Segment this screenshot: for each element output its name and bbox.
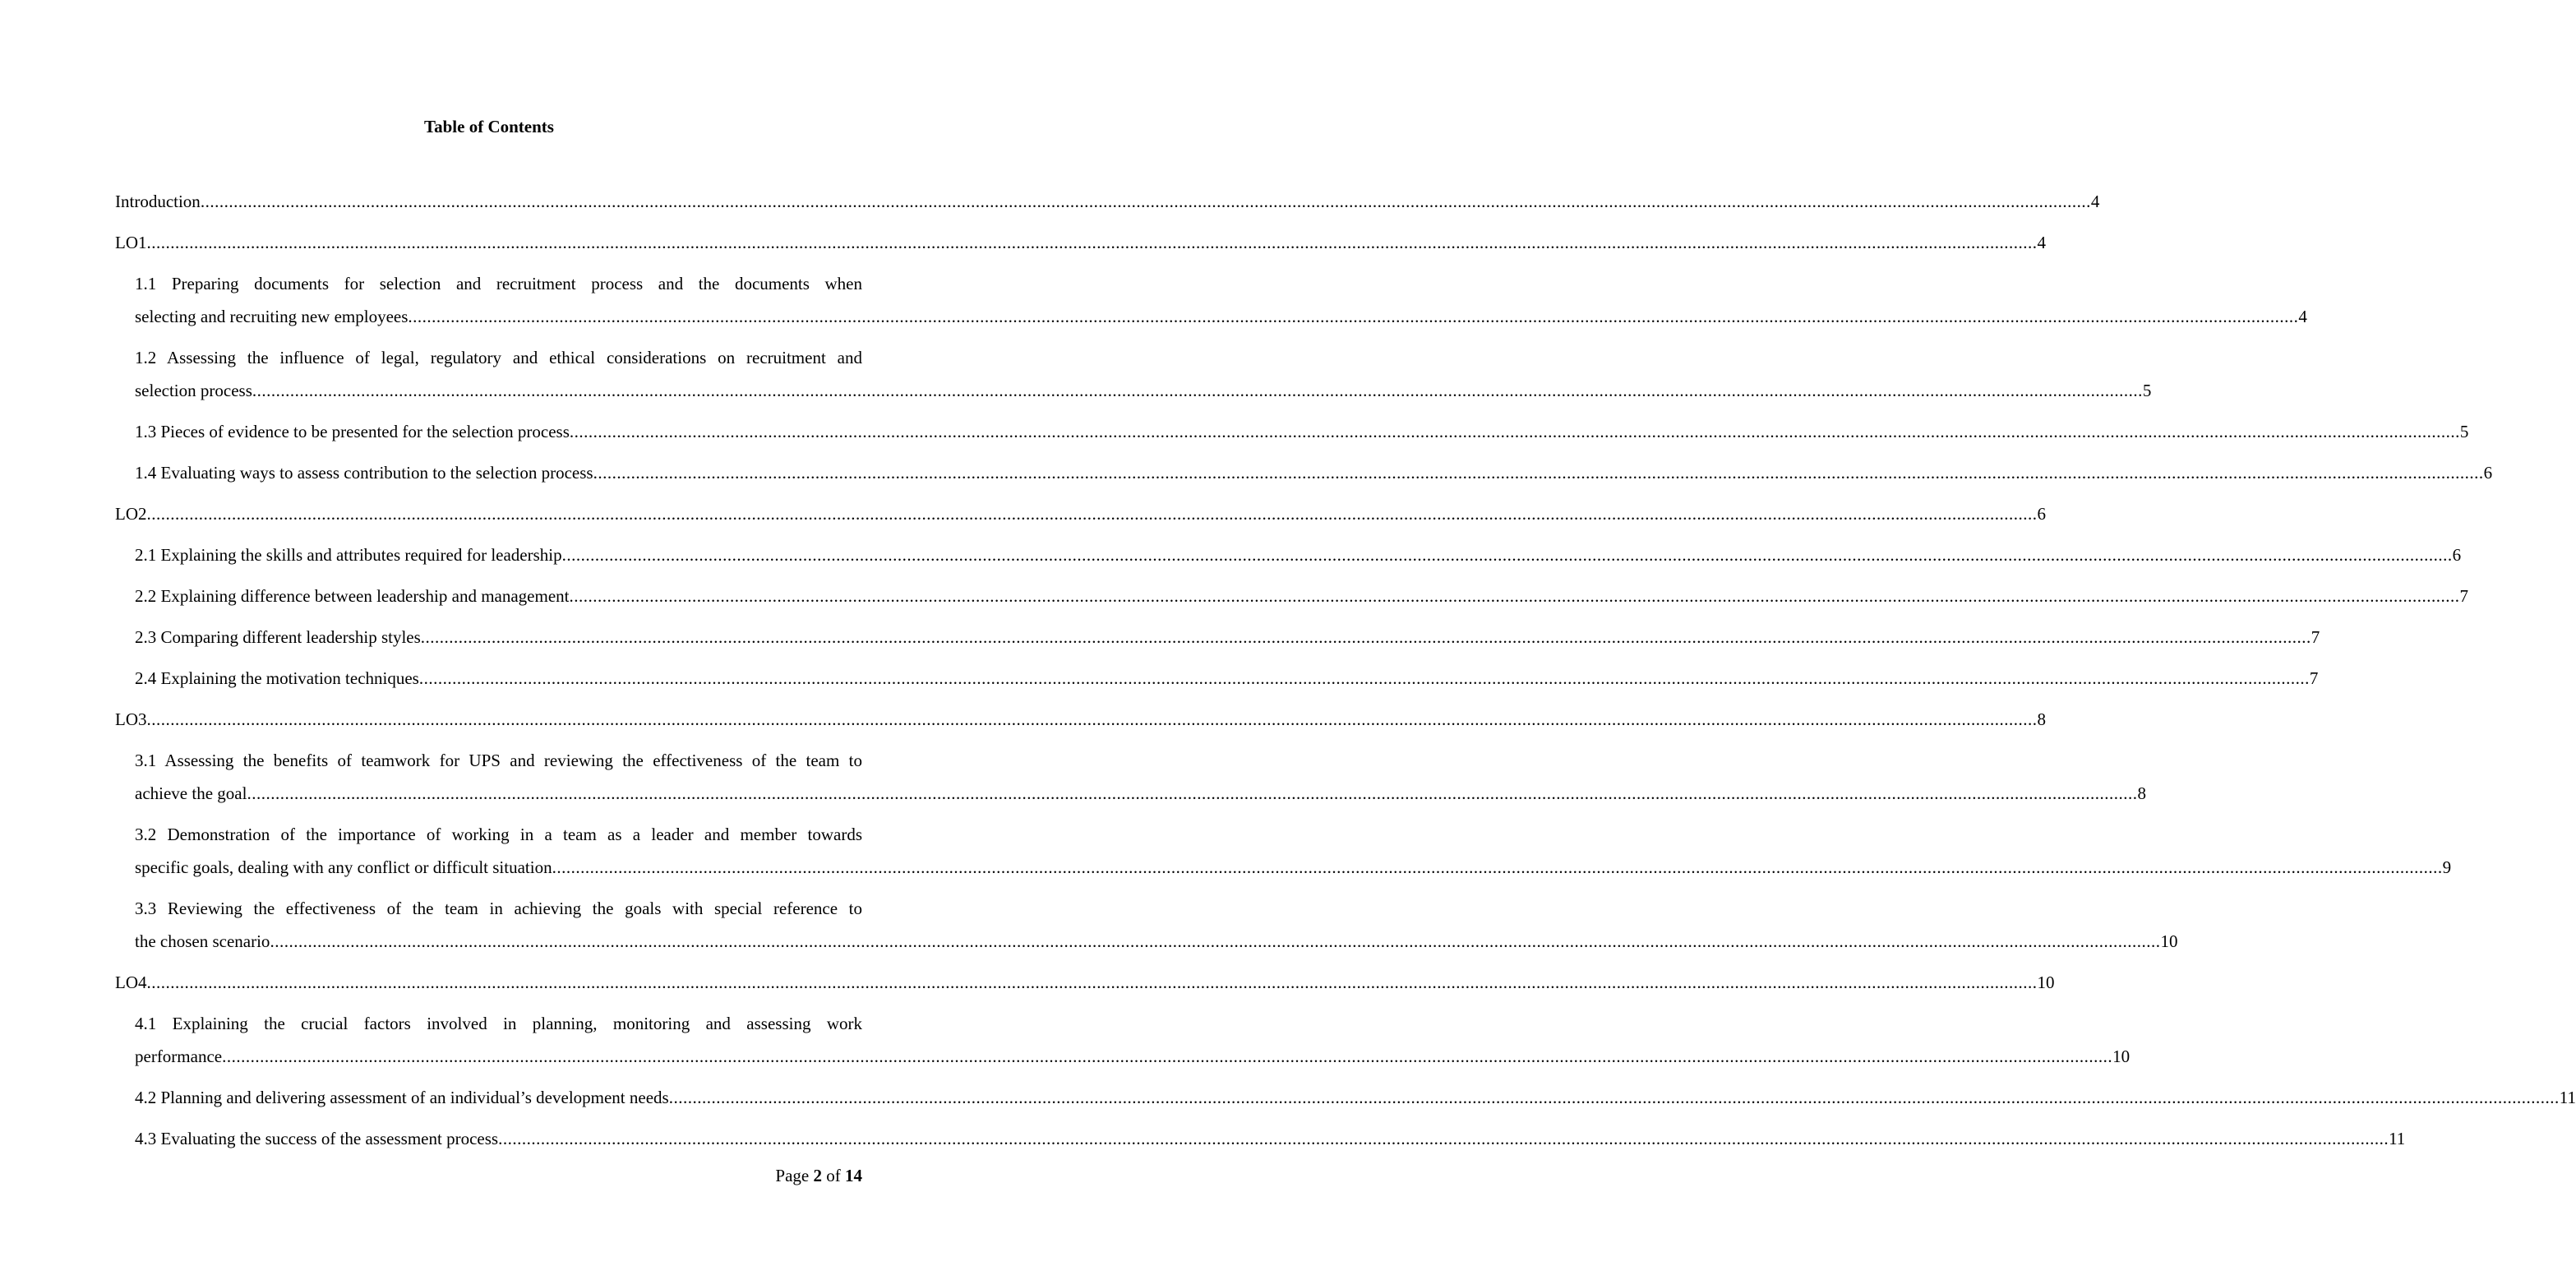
dot-leader: ................................................................................................................................................................................................................................................................................................................................................................................................................	[146, 233, 2038, 252]
toc-subsection-entry[interactable]	[135, 341, 2152, 407]
toc-page-number: 8	[2037, 709, 2046, 729]
toc-entry-text: LO4	[115, 973, 147, 992]
toc-subsection-entry[interactable]	[135, 456, 2493, 489]
toc-entry-text: 4.2 Planning and delivering assessment of an individual’s development needs	[135, 1088, 669, 1107]
toc-page-number: 6	[2483, 463, 2493, 483]
toc-entry-text: LO2	[115, 504, 147, 524]
toc-subsection-entry[interactable]	[135, 1081, 2576, 1114]
dot-leader: ................................................................................................................................................................................................................................................................................................................................................................................................................	[222, 1047, 2113, 1066]
table-of-contents	[115, 185, 2576, 1163]
dot-leader: ................................................................................................................................................................................................................................................................................................................................................................................................................	[200, 192, 2091, 211]
toc-entry-row	[115, 226, 2046, 259]
toc-page-number: 7	[2311, 627, 2320, 647]
toc-entry-text: 4.3 Evaluating the success of the assessment process	[135, 1129, 499, 1148]
dot-leader: ................................................................................................................................................................................................................................................................................................................................................................................................................	[561, 545, 2453, 565]
toc-page-number: 11	[2559, 1088, 2576, 1107]
toc-entry-row	[115, 497, 2046, 530]
dot-leader: ................................................................................................................................................................................................................................................................................................................................................................................................................	[498, 1129, 2389, 1148]
toc-entry-text: selecting and recruiting new employees	[135, 307, 409, 326]
toc-subsection-entry[interactable]	[135, 538, 2462, 571]
toc-page-number: 7	[2309, 668, 2319, 688]
toc-page-number: 10	[2037, 973, 2055, 992]
toc-page-number: 5	[2142, 381, 2152, 400]
toc-entry-row	[115, 185, 2100, 218]
toc-entry-row	[135, 777, 2146, 810]
dot-leader: ................................................................................................................................................................................................................................................................................................................................................................................................................	[408, 307, 2299, 326]
toc-subsection-entry[interactable]	[135, 818, 2452, 884]
toc-page-number: 7	[2459, 586, 2468, 606]
toc-entry-text: 2.3 Comparing different leadership styles	[135, 627, 421, 647]
toc-entry-text: 1.3 Pieces of evidence to be presented for the selection process	[135, 422, 570, 441]
dot-leader: ................................................................................................................................................................................................................................................................................................................................................................................................................	[418, 668, 2310, 688]
toc-entry-row	[135, 1040, 2131, 1073]
toc-entry-text-line: 4.1 Explaining the crucial factors involved in planning, monitoring and assessing work	[135, 1014, 862, 1033]
toc-entry-text: 1.4 Evaluating ways to assess contribution to the selection process	[135, 463, 593, 483]
toc-entry-row	[135, 621, 2320, 654]
dot-leader: ................................................................................................................................................................................................................................................................................................................................................................................................................	[270, 931, 2161, 951]
toc-section-entry[interactable]	[115, 966, 2055, 999]
toc-subsection-entry[interactable]	[135, 662, 2319, 695]
toc-entry-text: 2.4 Explaining the motivation techniques	[135, 668, 419, 688]
toc-subsection-entry[interactable]	[135, 1122, 2406, 1155]
dot-leader: ................................................................................................................................................................................................................................................................................................................................................................................................................	[668, 1088, 2560, 1107]
toc-section-entry[interactable]	[115, 185, 2100, 218]
toc-page-number: 11	[2389, 1129, 2406, 1148]
toc-entry-row	[135, 925, 2178, 958]
toc-entry-text-line: 1.2 Assessing the influence of legal, regulatory and ethical considerations on recruitment and	[135, 348, 862, 367]
toc-entry-text: specific goals, dealing with any conflict or difficult situation	[135, 857, 552, 877]
toc-entry-row	[135, 374, 2152, 407]
toc-entry-text: the chosen scenario	[135, 931, 270, 951]
total-pages: 14	[845, 1166, 862, 1185]
dot-leader: ................................................................................................................................................................................................................................................................................................................................................................................................................	[146, 973, 2038, 992]
toc-entry-row	[135, 1081, 2576, 1114]
dot-leader: ................................................................................................................................................................................................................................................................................................................................................................................................................	[593, 463, 2484, 483]
toc-entry-text-line: 1.1 Preparing documents for selection and recruitment process and the documents when	[135, 274, 862, 293]
toc-subsection-entry[interactable]	[135, 415, 2469, 448]
toc-entry-row	[135, 538, 2462, 571]
dot-leader: ................................................................................................................................................................................................................................................................................................................................................................................................................	[247, 783, 2138, 803]
toc-entry-text-line: 3.1 Assessing the benefits of teamwork for UPS and reviewing the effectiveness of the team to	[135, 751, 862, 770]
toc-entry-row	[135, 415, 2469, 448]
toc-entry-text-line: 3.3 Reviewing the effectiveness of the team in achieving the goals with special reference to	[135, 899, 862, 918]
toc-entry-text: 2.1 Explaining the skills and attributes required for leadership	[135, 545, 562, 565]
toc-entry-row	[135, 456, 2493, 489]
toc-subsection-entry[interactable]	[135, 1007, 2131, 1073]
toc-entry-text: achieve the goal	[135, 783, 247, 803]
toc-page-number: 4	[2037, 233, 2046, 252]
toc-entry-row	[135, 662, 2319, 695]
toc-page-number: 5	[2459, 422, 2469, 441]
toc-entry-row	[135, 1122, 2406, 1155]
dot-leader: ................................................................................................................................................................................................................................................................................................................................................................................................................	[552, 857, 2443, 877]
toc-subsection-entry[interactable]	[135, 621, 2320, 654]
page-word: Page	[775, 1166, 810, 1185]
dot-leader: ................................................................................................................................................................................................................................................................................................................................................................................................................	[569, 586, 2460, 606]
toc-page-number: 6	[2037, 504, 2046, 524]
toc-page-number: 4	[2090, 192, 2100, 211]
toc-section-entry[interactable]	[115, 703, 2046, 736]
dot-leader: ................................................................................................................................................................................................................................................................................................................................................................................................................	[146, 504, 2038, 524]
toc-entry-text: performance	[135, 1047, 223, 1066]
toc-page-number: 10	[2112, 1047, 2131, 1066]
toc-page-number: 6	[2452, 545, 2462, 565]
toc-subsection-entry[interactable]	[135, 892, 2178, 958]
toc-entry-text: LO1	[115, 233, 147, 252]
toc-subsection-entry[interactable]	[135, 744, 2146, 810]
dot-leader: ................................................................................................................................................................................................................................................................................................................................................................................................................	[569, 422, 2460, 441]
toc-subsection-entry[interactable]	[135, 580, 2468, 612]
toc-section-entry[interactable]	[115, 226, 2046, 259]
dot-leader: ................................................................................................................................................................................................................................................................................................................................................................................................................	[252, 381, 2143, 400]
toc-section-entry[interactable]	[115, 497, 2046, 530]
page-title: Table of Contents	[424, 117, 554, 136]
toc-entry-row	[115, 703, 2046, 736]
dot-leader: ................................................................................................................................................................................................................................................................................................................................................................................................................	[420, 627, 2311, 647]
toc-entry-text: Introduction	[115, 192, 201, 211]
toc-entry-text: 2.2 Explaining difference between leadership and management	[135, 586, 570, 606]
toc-entry-text: selection process	[135, 381, 252, 400]
toc-page-number: 8	[2137, 783, 2146, 803]
toc-entry-text-line: 3.2 Demonstration of the importance of working in a team as a leader and member towards	[135, 825, 862, 844]
toc-entry-row	[115, 966, 2055, 999]
toc-entry-text: LO3	[115, 709, 147, 729]
of-word: of	[826, 1166, 841, 1185]
toc-entry-row	[135, 851, 2452, 884]
dot-leader: ................................................................................................................................................................................................................................................................................................................................................................................................................	[146, 709, 2038, 729]
toc-page-number: 9	[2442, 857, 2452, 877]
page-footer	[775, 1163, 862, 1188]
toc-page-number: 10	[2160, 931, 2178, 951]
toc-page-number: 4	[2298, 307, 2307, 326]
toc-subsection-entry[interactable]	[135, 267, 2307, 333]
toc-entry-row	[135, 300, 2307, 333]
current-page-number: 2	[813, 1166, 822, 1185]
toc-entry-row	[135, 580, 2468, 612]
